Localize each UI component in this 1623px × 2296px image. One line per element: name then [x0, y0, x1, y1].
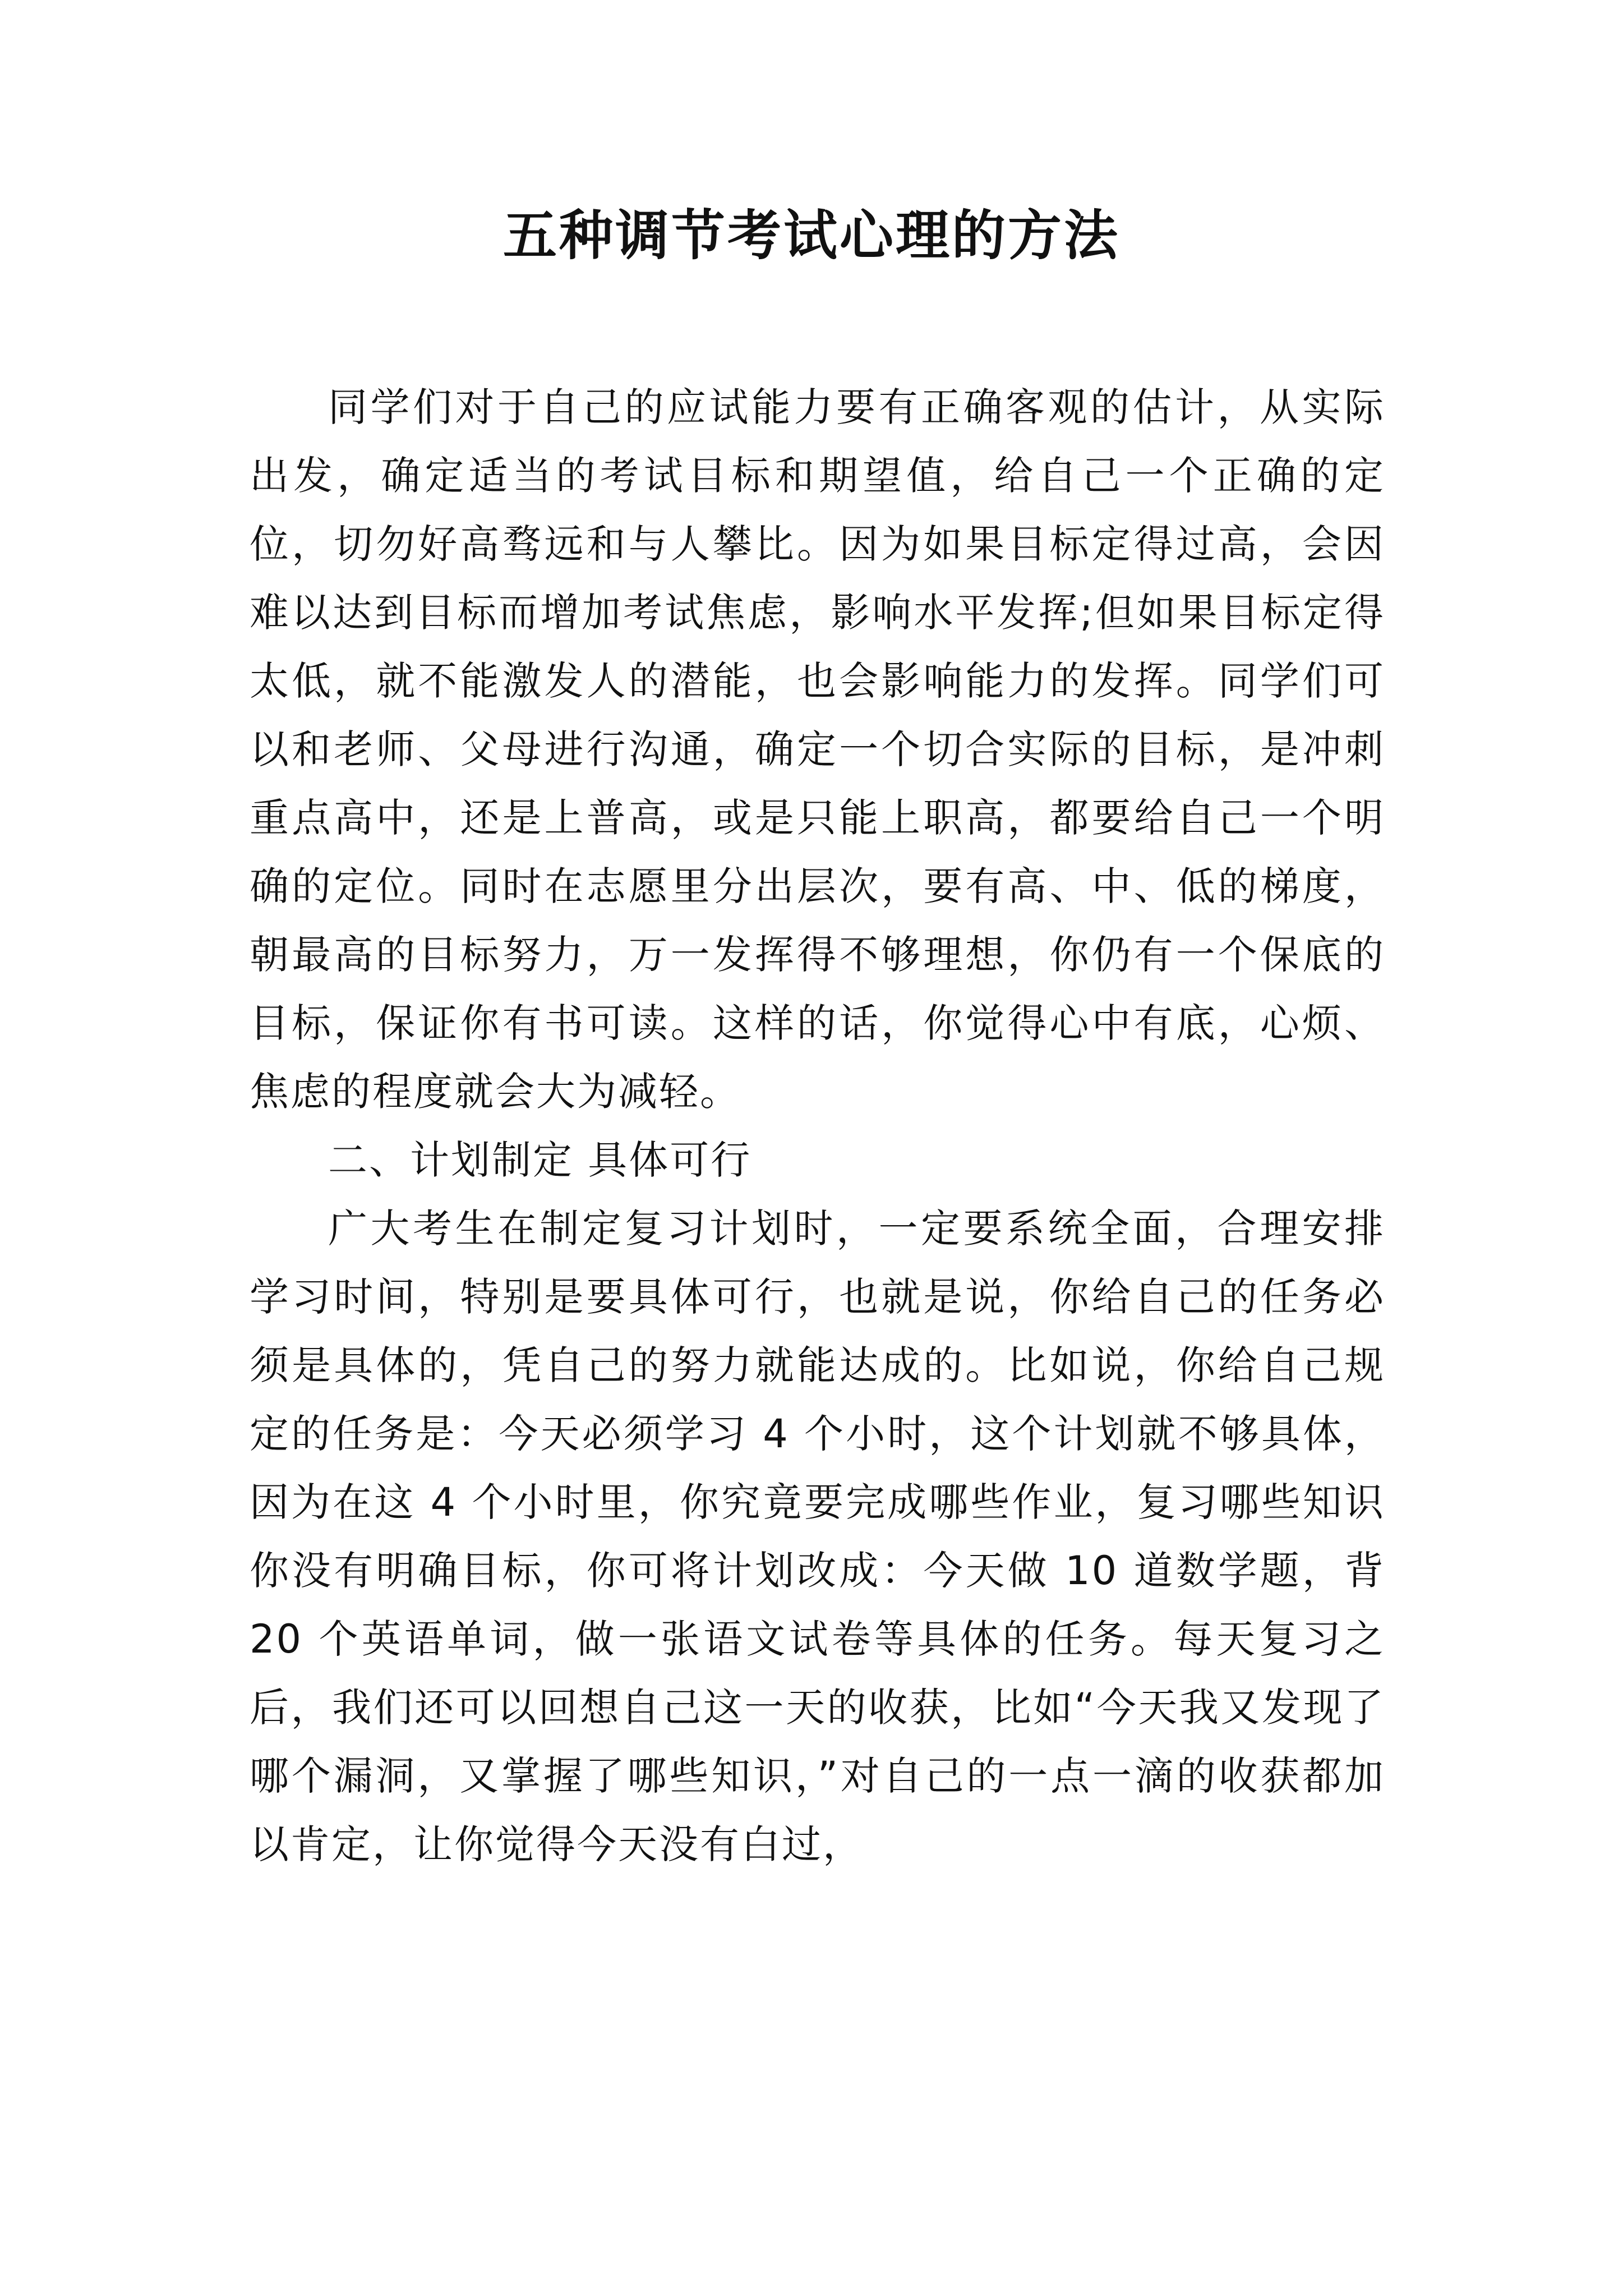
section-heading-2: 二、计划制定 具体可行: [328, 1137, 752, 1183]
paragraph-1: 同学们对于自己的应试能力要有正确客观的估计，从实际出发，确定适当的考试目标和期望值，给自己一个正确的定位，切勿好高骛远和与人攀比。因为如果目标定得过高，会因难以达到目标而增加考试焦虑，影响水平发挥;但如果目标定得太低，就不能激发人的潜能，也会影响能力的发挥。同学们可以和老师、父母进行沟通，确定一个切合实际的目标，是冲刺重点高中，还是上普高，或是只能上职高，都要给自己一个明确的定位。同时在志愿里分出层次，要有高、中、低的梯度，朝最高的目标努力，万一发挥得不够理想，你仍有一个保底的目标，保证你有书可读。这样的话，你觉得心中有底，心烦、焦虑的程度就会大为减轻。: [250, 384, 1385, 1115]
document-title: 五种调节考试心理的方法: [503, 204, 1120, 267]
document-body: [250, 373, 1385, 1879]
paragraph-2: 广大考生在制定复习计划时，一定要系统全面，合理安排学习时间，特别是要具体可行，也就是说，你给自己的任务必须是具体的，凭自己的努力就能达成的。比如说，你给自己规定的任务是：今天必须学习 4 个小时，这个计划就不够具体，因为在这 4 个小时里，你究竟要完成哪些作业，复习哪些知识你没有明确目标，你可将计划改成：今天做 10 道数学题，背 20 个英语单词，做一张语文试卷等具体的任务。每天复习之后，我们还可以回想自己这一天的收获，比如“今天我又发现了哪个漏洞，又掌握了哪些知识，”对自己的一点一滴的收获都加以肯定，让你觉得今天没有白过，: [250, 1205, 1385, 1867]
